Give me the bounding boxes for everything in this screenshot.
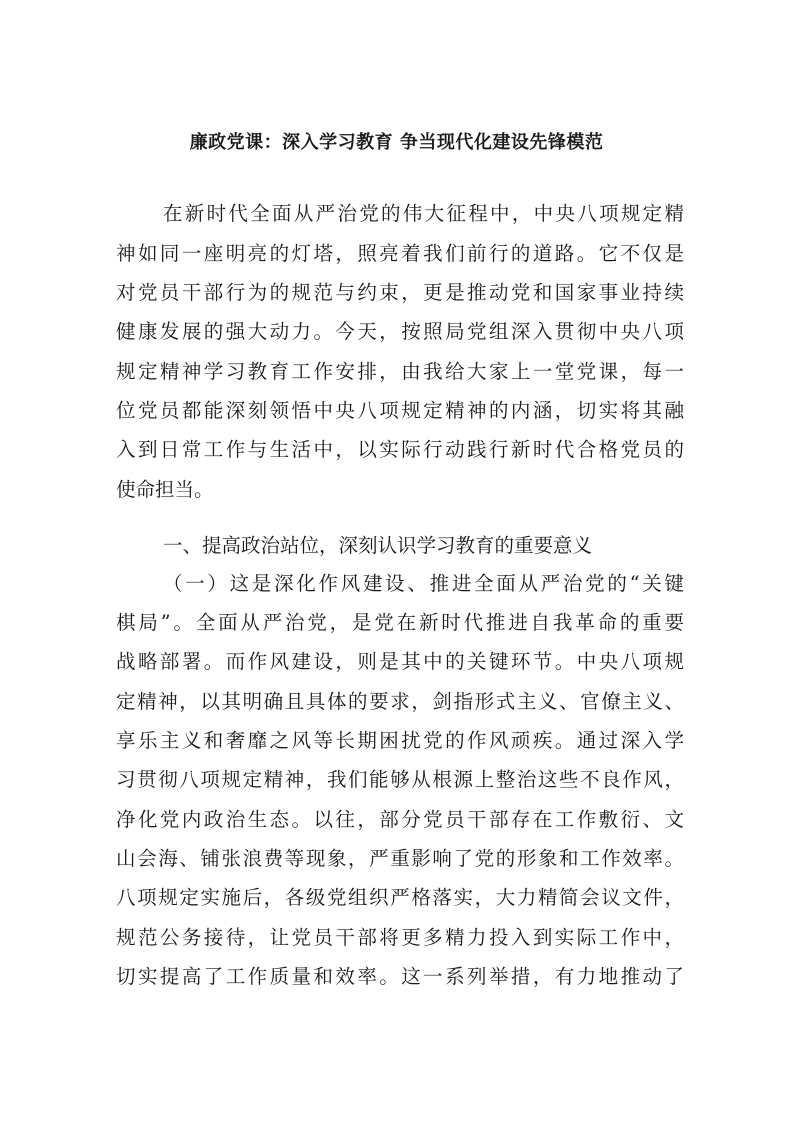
paragraph-line: 山会海、铺张浪费等现象，严重影响了党的形象和工作效率。 <box>116 847 684 870</box>
paragraph-line: （一）这是深化作风建设、推进全面从严治党的“关键 <box>163 572 684 595</box>
document-title: 廉政党课：深入学习教育 争当现代化建设先锋模范 <box>189 132 604 153</box>
paragraph-line: 战略部署。而作风建设，则是其中的关键环节。中央八项规 <box>116 650 684 673</box>
paragraph-line: 位党员都能深刻领悟中央八项规定精神的内涵，切实将其融 <box>116 399 684 422</box>
section-heading: 一、提高政治站位，深刻认识学习教育的重要意义 <box>163 534 593 557</box>
paragraph-line: 使命担当。 <box>116 478 214 501</box>
paragraph-line: 习贯彻八项规定精神，我们能够从根源上整治这些不良作风， <box>116 768 684 791</box>
paragraph-line: 神如同一座明亮的灯塔，照亮着我们前行的道路。它不仅是 <box>116 242 684 265</box>
paragraph-line: 规定精神学习教育工作安排，由我给大家上一堂党课，每一 <box>116 360 684 383</box>
paragraph-line: 入到日常工作与生活中，以实际行动践行新时代合格党员的 <box>116 438 684 461</box>
paragraph-line: 棋局”。全面从严治党，是党在新时代推进自我革命的重要 <box>116 611 684 634</box>
paragraph-line: 切实提高了工作质量和效率。这一系列举措，有力地推动了 <box>116 965 684 988</box>
paragraph-line: 在新时代全面从严治党的伟大征程中，中央八项规定精 <box>163 202 684 225</box>
paragraph-line: 净化党内政治生态。以往，部分党员干部存在工作敷衍、文 <box>116 808 684 831</box>
paragraph-line: 对党员干部行为的规范与约束，更是推动党和国家事业持续 <box>116 281 684 304</box>
paragraph-line: 八项规定实施后，各级党组织严格落实，大力精简会议文件， <box>116 886 684 909</box>
paragraph-line: 健康发展的强大动力。今天，按照局党组深入贯彻中央八项 <box>116 320 684 343</box>
paragraph-line: 规范公务接待，让党员干部将更多精力投入到实际工作中， <box>116 926 684 949</box>
paragraph-line: 定精神，以其明确且具体的要求，剑指形式主义、官僚主义、 <box>116 690 684 713</box>
paragraph-line: 享乐主义和奢靡之风等长期困扰党的作风顽疾。通过深入学 <box>116 729 684 752</box>
